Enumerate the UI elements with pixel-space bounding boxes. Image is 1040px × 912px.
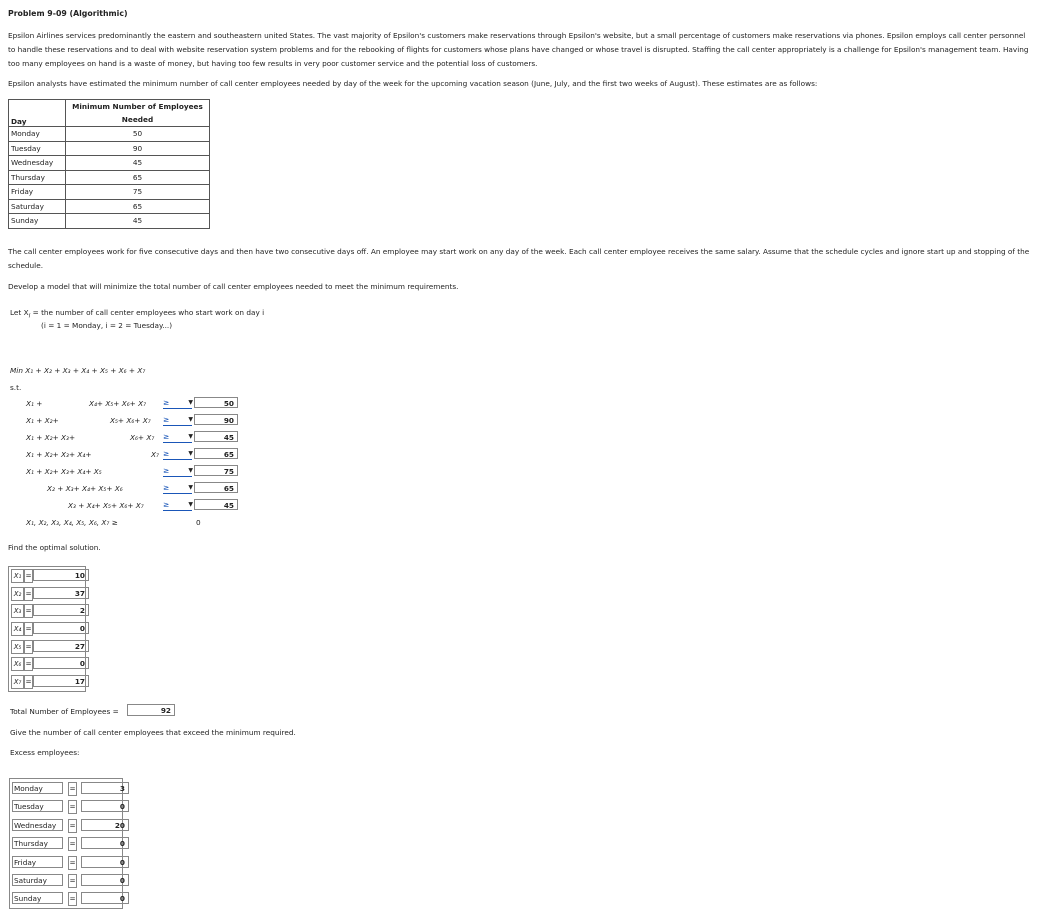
equals-sign: = bbox=[24, 657, 33, 671]
table-row bbox=[10, 797, 125, 815]
day-cell: Wednesday bbox=[9, 156, 66, 171]
let-sub: i bbox=[28, 312, 31, 320]
schedule-text: The call center employees work for five consecutive days and then have two consecutive days off. An employee may start work on any day of the week. Each call center employee receives the same salary. Assume that the schedule cycles and ignore start up and stopping of the schedule. bbox=[8, 247, 1030, 270]
give-text: Give the number of call center employees that exceed the minimum required. bbox=[10, 728, 296, 737]
day-cell: Friday bbox=[9, 185, 66, 200]
variable-label: X₂ bbox=[11, 587, 24, 601]
equals-sign: = bbox=[68, 892, 77, 906]
day-cell: Thursday bbox=[9, 170, 66, 185]
min-cell: 90 bbox=[66, 141, 210, 156]
equals-sign: = bbox=[24, 587, 33, 601]
equals-sign: = bbox=[24, 604, 33, 618]
day-label: Sunday bbox=[12, 892, 63, 904]
min-cell: 45 bbox=[66, 214, 210, 229]
excess-input[interactable]: 20 bbox=[81, 819, 129, 831]
excess-input[interactable]: 0 bbox=[81, 856, 129, 868]
constraint-left: X₂ + X₃+ X₄+ X₅+ X₆ bbox=[47, 484, 123, 493]
variable-label: X₅ bbox=[11, 640, 24, 654]
solution-input[interactable]: 37 bbox=[33, 587, 89, 599]
inequality-sign: ≥ bbox=[163, 466, 170, 475]
demand-col-min: Minimum Number of Employees Needed bbox=[66, 100, 210, 127]
solution-input[interactable]: 10 bbox=[33, 569, 89, 581]
day-label: Thursday bbox=[12, 837, 63, 849]
problem-title: Problem 9-09 (Algorithmic) bbox=[8, 9, 128, 18]
day-label: Friday bbox=[12, 856, 63, 868]
equals-sign: = bbox=[68, 782, 77, 796]
inequality-select[interactable] bbox=[163, 483, 192, 494]
variable-label: X₄ bbox=[11, 622, 24, 636]
day-cell: Tuesday bbox=[9, 141, 66, 156]
inequality-sign: ≥ bbox=[163, 449, 170, 458]
day-cell: Saturday bbox=[9, 199, 66, 214]
table-row bbox=[9, 127, 210, 142]
estimates-intro: Epsilon analysts have estimated the minimum number of call center employees needed by day of the week for the upcoming vacation season (June, July, and the first two weeks of August). These estimates are as follows: bbox=[8, 79, 818, 88]
chevron-down-icon: ▼ bbox=[188, 416, 193, 423]
subject-to-label: s.t. bbox=[10, 383, 22, 392]
table-row bbox=[9, 199, 210, 214]
solution-input[interactable]: 2 bbox=[33, 604, 89, 616]
table-row bbox=[9, 141, 210, 156]
chevron-down-icon: ▼ bbox=[188, 484, 193, 491]
inequality-select[interactable] bbox=[163, 398, 192, 409]
constraint-right: X₆+ X₇ bbox=[130, 433, 155, 442]
excess-input[interactable]: 0 bbox=[81, 800, 129, 812]
excess-label: Excess employees: bbox=[10, 748, 80, 757]
min-cell: 75 bbox=[66, 185, 210, 200]
equals-sign: = bbox=[24, 640, 33, 654]
excess-input[interactable]: 0 bbox=[81, 874, 129, 886]
rhs-field[interactable]: 90 bbox=[194, 414, 238, 425]
day-label: Tuesday bbox=[12, 800, 63, 812]
table-row bbox=[9, 170, 210, 185]
inequality-select[interactable] bbox=[163, 500, 192, 511]
variable-label: X₁ bbox=[11, 569, 24, 583]
rhs-field[interactable]: 65 bbox=[194, 482, 238, 493]
constraint-left: X₁ + X₂+ X₃+ X₄+ bbox=[26, 450, 92, 459]
chevron-down-icon: ▼ bbox=[188, 467, 193, 474]
inequality-sign: ≥ bbox=[163, 483, 170, 492]
develop-text: Develop a model that will minimize the total number of call center employees needed to meet the minimum requirements. bbox=[8, 282, 459, 291]
table-row bbox=[9, 567, 85, 585]
constraint-left: X₁ + X₂+ X₃+ bbox=[26, 433, 76, 442]
inequality-sign: ≥ bbox=[163, 415, 170, 424]
solution-table bbox=[8, 566, 86, 692]
table-row bbox=[9, 156, 210, 171]
equals-sign: = bbox=[24, 622, 33, 636]
table-row bbox=[9, 638, 85, 656]
inequality-sign: ≥ bbox=[163, 500, 170, 509]
solution-input[interactable]: 27 bbox=[33, 640, 89, 652]
let-text: Let X bbox=[10, 308, 29, 317]
equals-sign: = bbox=[68, 819, 77, 833]
day-cell: Sunday bbox=[9, 214, 66, 229]
rhs-field[interactable]: 45 bbox=[194, 499, 238, 510]
variable-label: X₇ bbox=[11, 675, 24, 689]
table-row bbox=[9, 620, 85, 638]
equals-sign: = bbox=[68, 800, 77, 814]
table-row bbox=[10, 853, 125, 871]
constraint-left: X₁ + X₂+ bbox=[26, 416, 59, 425]
equals-sign: = bbox=[68, 856, 77, 870]
excess-input[interactable]: 3 bbox=[81, 782, 129, 794]
excess-input[interactable]: 0 bbox=[81, 837, 129, 849]
constraint-left: X₁ + bbox=[26, 399, 43, 408]
rhs-field[interactable]: 75 bbox=[194, 465, 238, 476]
constraint-right: X₇ bbox=[151, 450, 159, 459]
table-row bbox=[9, 185, 210, 200]
index-definition: (i = 1 = Monday, i = 2 = Tuesday...) bbox=[41, 321, 173, 330]
min-cell: 45 bbox=[66, 156, 210, 171]
constraint-left: X₃ + X₄+ X₅+ X₆+ X₇ bbox=[68, 501, 144, 510]
day-label: Monday bbox=[12, 782, 63, 794]
table-row bbox=[9, 214, 210, 229]
solution-input[interactable]: 0 bbox=[33, 657, 89, 669]
demand-col-day: Day bbox=[9, 100, 66, 127]
day-label: Wednesday bbox=[12, 819, 63, 831]
intro-paragraph: Epsilon Airlines services predominantly the eastern and southeastern united States. The vast majority of Epsilon's customers make reservations through Epsilon's website, but a small percentage of customers make reservations via phones. Epsilon employs call center personnel to handle these reservations and to deal with website reservation system problems and for the rebooking of flights for customers whose plans have changed or whose travel is disrupted. Staffing the call center appropriately is a challenge for Epsilon's management team. Having too many employees on hand is a waste of money, but having too few results in very poor customer service and the potential loss of customers. bbox=[8, 31, 1029, 68]
nonnegativity-constraint: X₁, X₂, X₃, X₄, X₅, X₆, X₇ ≥ bbox=[26, 518, 118, 527]
chevron-down-icon: ▼ bbox=[188, 433, 193, 440]
rhs-field[interactable]: 65 bbox=[194, 448, 238, 459]
table-row bbox=[9, 602, 85, 620]
min-cell: 65 bbox=[66, 199, 210, 214]
inequality-select[interactable] bbox=[163, 449, 192, 460]
table-row bbox=[10, 871, 125, 889]
let-rest: = the number of call center employees who start work on day i bbox=[30, 308, 265, 317]
table-row bbox=[10, 779, 125, 797]
table-row bbox=[9, 585, 85, 603]
find-text: Find the optimal solution. bbox=[8, 543, 101, 552]
solution-input[interactable]: 0 bbox=[33, 622, 89, 634]
total-input[interactable]: 92 bbox=[127, 704, 175, 716]
inequality-sign: ≥ bbox=[163, 398, 170, 407]
inequality-select[interactable] bbox=[163, 432, 192, 443]
objective-function: Min X₁ + X₂ + X₃ + X₄ + X₅ + X₆ + X₇ bbox=[10, 366, 146, 375]
inequality-select[interactable] bbox=[163, 466, 192, 477]
table-row bbox=[10, 816, 125, 834]
constraint-right: X₄+ X₅+ X₆+ X₇ bbox=[89, 399, 146, 408]
table-row bbox=[10, 889, 125, 907]
table-row bbox=[9, 655, 85, 673]
day-cell: Monday bbox=[9, 127, 66, 142]
variable-label: X₃ bbox=[11, 604, 24, 618]
chevron-down-icon: ▼ bbox=[188, 450, 193, 457]
nonnegativity-rhs: 0 bbox=[196, 518, 201, 527]
inequality-select[interactable] bbox=[163, 415, 192, 426]
variable-label: X₆ bbox=[11, 657, 24, 671]
equals-sign: = bbox=[24, 675, 33, 689]
min-cell: 50 bbox=[66, 127, 210, 142]
chevron-down-icon: ▼ bbox=[188, 501, 193, 508]
demand-table bbox=[8, 99, 210, 229]
constraint-left: X₁ + X₂+ X₃+ X₄+ X₅ bbox=[26, 467, 102, 476]
inequality-sign: ≥ bbox=[163, 432, 170, 441]
chevron-down-icon: ▼ bbox=[188, 399, 193, 406]
rhs-field[interactable]: 50 bbox=[194, 397, 238, 408]
equals-sign: = bbox=[68, 837, 77, 851]
excess-table bbox=[9, 778, 123, 909]
rhs-field[interactable]: 45 bbox=[194, 431, 238, 442]
equals-sign: = bbox=[68, 874, 77, 888]
min-cell: 65 bbox=[66, 170, 210, 185]
excess-input[interactable]: 0 bbox=[81, 892, 129, 904]
constraint-right: X₅+ X₆+ X₇ bbox=[110, 416, 151, 425]
day-label: Saturday bbox=[12, 874, 63, 886]
table-row bbox=[9, 673, 85, 691]
total-label: Total Number of Employees = bbox=[10, 707, 119, 716]
equals-sign: = bbox=[24, 569, 33, 583]
table-row bbox=[10, 834, 125, 852]
solution-input[interactable]: 17 bbox=[33, 675, 89, 687]
